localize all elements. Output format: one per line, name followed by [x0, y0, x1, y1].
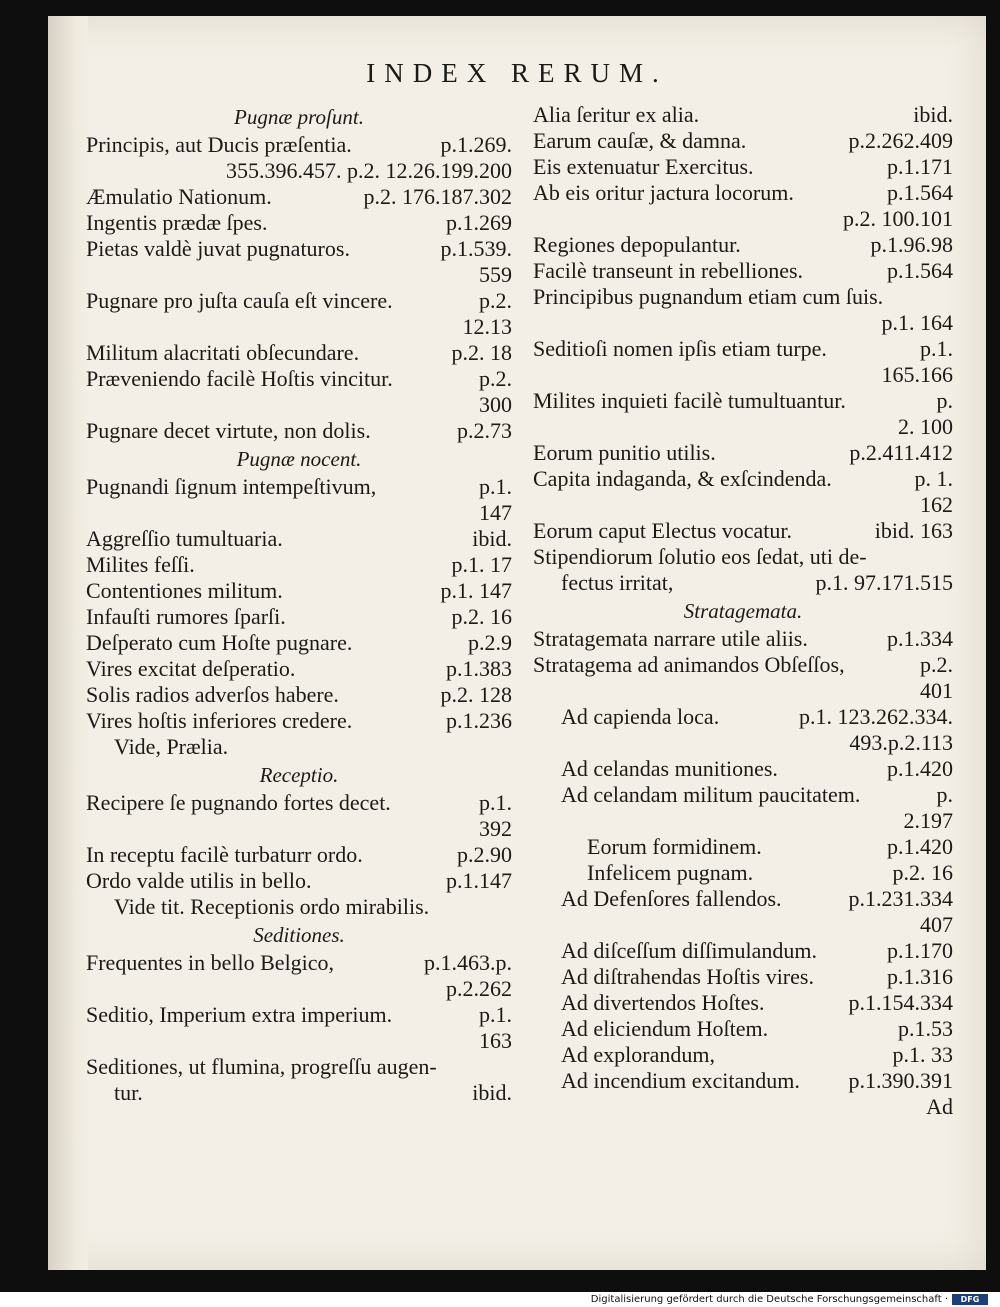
- entry-text: Seditioſi nomen ipſis etiam turpe.: [533, 336, 827, 361]
- entry-text: Ingentis prædæ ſpes.: [86, 210, 268, 235]
- page-reference: p.1.231.334: [848, 886, 953, 911]
- entry-text: fectus irritat,: [561, 570, 674, 595]
- entry-text: Ad diſceſſum diſſimulandum.: [561, 938, 818, 963]
- page-reference: p.2.: [479, 288, 512, 313]
- page-ref-continuation: 392: [479, 816, 512, 841]
- page-reference: p.1.564: [887, 180, 953, 205]
- page-spine-shadow: [48, 16, 88, 1270]
- page-reference: p.1.334: [887, 626, 953, 651]
- page-reference: p.1. 97.171.515: [815, 570, 953, 595]
- entry-text: Æmulatio Nationum.: [86, 184, 272, 209]
- index-entry: [533, 544, 953, 570]
- index-column-left: [86, 102, 512, 1106]
- entry-text: Ordo valde utilis in bello.: [86, 868, 312, 893]
- page-reference: ibid.: [472, 1080, 512, 1105]
- page-reference: p.1.316: [887, 964, 953, 989]
- index-entry: [86, 1080, 512, 1106]
- entry-text: Milites inquieti facilè tumultuantur.: [533, 388, 846, 413]
- index-entry: [533, 834, 953, 860]
- page-reference: p.: [936, 782, 953, 807]
- entry-text: Eorum punitio utilis.: [533, 440, 716, 465]
- page-reference: p.1.96.98: [870, 232, 953, 257]
- entry-text: Stratagema ad animandos Obſeſſos,: [533, 652, 845, 677]
- entry-text: Pugnare decet virtute, non dolis.: [86, 418, 371, 443]
- index-entry: [86, 526, 512, 552]
- entry-text: Eis extenuatur Exercitus.: [533, 154, 754, 179]
- page-reference: p.2.262.409: [848, 128, 953, 153]
- index-entry: [533, 938, 953, 964]
- page-header: INDEX RERUM.: [366, 58, 668, 88]
- index-entry: [86, 210, 512, 236]
- entry-text: Stratagemata narrare utile aliis.: [533, 626, 808, 651]
- page-ref-continuation: 559: [479, 262, 512, 287]
- page-ref-continuation: 401: [920, 678, 953, 703]
- entry-text: Vires hoſtis inferiores credere.: [86, 708, 353, 733]
- index-entry: [86, 340, 512, 366]
- page-reference: p.1.53: [898, 1016, 953, 1041]
- entry-text: Ad Defenſores fallendos.: [561, 886, 782, 911]
- index-entry: [533, 1042, 953, 1068]
- page-reference: p.: [936, 388, 953, 413]
- entry-text: Ad explorandum,: [561, 1042, 715, 1067]
- page-reference: p.1. 33: [892, 1042, 953, 1067]
- entry-text: Vires excitat deſperatio.: [86, 656, 296, 681]
- page-reference: p.2. 128: [440, 682, 512, 707]
- page-reference: p.1.463.p.: [424, 950, 512, 975]
- entry-text: Præveniendo facilè Hoſtis vincitur.: [86, 366, 393, 391]
- index-entry: [86, 552, 512, 578]
- entry-text: Ad eliciendum Hoſtem.: [561, 1016, 769, 1041]
- entry-text: Seditiones, ut flumina, progreſſu augen-: [86, 1054, 437, 1079]
- index-entry: [86, 842, 512, 868]
- entry-text: Eorum caput Electus vocatur.: [533, 518, 793, 543]
- entry-text: Ad celandas munitiones.: [561, 756, 778, 781]
- entry-text: Infauſti rumores ſparſi.: [86, 604, 286, 629]
- page-reference: ibid.: [913, 102, 953, 127]
- entry-text: Militum alacritati obſecundare.: [86, 340, 360, 365]
- index-entry: [86, 236, 512, 262]
- index-entry: [86, 1054, 512, 1080]
- page-reference: p.1.: [920, 336, 953, 361]
- section-heading: Receptio.: [259, 763, 339, 787]
- entry-text: Ad divertendos Hoſtes.: [561, 990, 765, 1015]
- index-entry: [533, 782, 953, 808]
- entry-text: Pugnare pro juſta cauſa eſt vincere.: [86, 288, 393, 313]
- entry-text: In receptu facilè turbaturr ordo.: [86, 842, 363, 867]
- index-entry: [533, 626, 953, 652]
- index-entry: [86, 604, 512, 630]
- index-entry: [86, 682, 512, 708]
- page-reference: p.1. 123.262.334.: [799, 704, 953, 729]
- page-reference: p.2.: [920, 652, 953, 677]
- catchword: Ad: [926, 1094, 953, 1119]
- page-ref-continuation: 300: [479, 392, 512, 417]
- entry-text: Capita indaganda, & exſcindenda.: [533, 466, 832, 491]
- page-ref-continuation: 165.166: [881, 362, 953, 387]
- index-entry: [533, 284, 953, 310]
- index-entry: [533, 1016, 953, 1042]
- page-reference: p.2.90: [457, 842, 512, 867]
- entry-text: Solis radios adverſos habere.: [86, 682, 339, 707]
- page-reference: p.1. 147: [440, 578, 512, 603]
- index-entry: [86, 288, 512, 314]
- page-ref-continuation: 12.13: [462, 314, 512, 339]
- page-reference: p.2. 16: [451, 604, 512, 629]
- page-reference: p.1.383: [446, 656, 512, 681]
- page-reference: p. 1.: [914, 466, 953, 491]
- page-ref-continuation: 407: [920, 912, 953, 937]
- entry-text: Frequentes in bello Belgico,: [86, 950, 335, 975]
- entry-text: Milites feſſi.: [86, 552, 195, 577]
- page-ref-continuation: 2.197: [903, 808, 953, 833]
- page-reference: p.2.: [479, 366, 512, 391]
- index-entry: [86, 630, 512, 656]
- page-reference: p.1.170: [887, 938, 953, 963]
- page-reference: p.2.73: [457, 418, 512, 443]
- page-reference: p.1.154.334: [848, 990, 953, 1015]
- index-entry: [533, 232, 953, 258]
- page-reference: p.1.: [479, 1002, 512, 1027]
- index-entry: [533, 652, 953, 678]
- index-entry: [533, 180, 953, 206]
- footer-credit: Digitalisierung gefördert durch die Deutsche Forschungsgemeinschaft ·: [590, 1294, 948, 1305]
- entry-text: Ab eis oritur jactura locorum.: [533, 180, 794, 205]
- cross-reference: Vide tit. Receptionis ordo mirabilis.: [114, 894, 430, 919]
- entry-text: Pietas valdè juvat pugnaturos.: [86, 236, 350, 261]
- entry-text: Recipere ſe pugnando fortes decet.: [86, 790, 391, 815]
- page-reference: p.1.: [479, 790, 512, 815]
- book-page: [48, 16, 986, 1270]
- page-ref-continuation: 2. 100: [898, 414, 953, 439]
- index-entry: [533, 886, 953, 912]
- page-reference: p.1.390.391: [848, 1068, 953, 1093]
- index-entry: [533, 336, 953, 362]
- index-entry: [86, 184, 512, 210]
- entry-text: Deſperato cum Hoſte pugnare.: [86, 630, 353, 655]
- page-reference: p.1.420: [887, 834, 953, 859]
- entry-text: tur.: [114, 1080, 143, 1105]
- page-reference: p.1.539.: [440, 236, 512, 261]
- page-reference: p.1.269: [446, 210, 512, 235]
- index-entry: [86, 868, 512, 894]
- index-entry: [533, 518, 953, 544]
- entry-text: Regiones depopulantur.: [533, 232, 741, 257]
- index-entry: [86, 656, 512, 682]
- page-reference: p.1.: [479, 474, 512, 499]
- entry-text: Ad celandam militum paucitatem.: [561, 782, 861, 807]
- index-entry: [86, 132, 512, 158]
- index-entry: [86, 708, 512, 734]
- index-entry: [86, 474, 512, 500]
- page-reference: p.1.269.: [440, 132, 512, 157]
- index-entry: [533, 154, 953, 180]
- page-ref-continuation: 163: [479, 1028, 512, 1053]
- entry-text: Seditio, Imperium extra imperium.: [86, 1002, 393, 1027]
- section-heading: Pugnæ proſunt.: [234, 105, 364, 129]
- index-entry: [533, 102, 953, 128]
- entry-text: Infelicem pugnam.: [587, 860, 754, 885]
- page-reference: ibid.: [472, 526, 512, 551]
- page-reference: p.2. 176.187.302: [363, 184, 512, 209]
- section-heading: Seditiones.: [253, 923, 345, 947]
- index-entry: [86, 366, 512, 392]
- index-entry: [533, 756, 953, 782]
- page-reference: ibid. 163: [874, 518, 953, 543]
- page-ref-continuation: p.2. 100.101: [843, 206, 953, 231]
- page-reference: p.1.236: [446, 708, 512, 733]
- entry-text: Aggreſſio tumultuaria.: [86, 526, 283, 551]
- index-entry: [86, 418, 512, 444]
- index-entry: [86, 578, 512, 604]
- entry-text: Ad diſtrahendas Hoſtis vires.: [561, 964, 814, 989]
- cross-reference: Vide, Prælia.: [114, 734, 229, 759]
- entry-text: Ad incendium excitandum.: [561, 1068, 800, 1093]
- page-reference: p.1.420: [887, 756, 953, 781]
- section-heading: Stratagemata.: [683, 599, 803, 623]
- entry-text: Stipendiorum ſolutio eos ſedat, uti de-: [533, 544, 867, 569]
- index-entry: [533, 440, 953, 466]
- index-entry: [533, 860, 953, 886]
- entry-text: Earum cauſæ, & damna.: [533, 128, 747, 153]
- entry-text: Eorum formidinem.: [587, 834, 762, 859]
- entry-text: Principis, aut Ducis præſentia.: [86, 132, 352, 157]
- page-reference: p.2. 16: [892, 860, 953, 885]
- page-reference: p.1.147: [446, 868, 512, 893]
- index-entry: [533, 964, 953, 990]
- page-reference: p.1.171: [887, 154, 953, 179]
- footer-bar: [0, 1292, 1000, 1307]
- page-ref-continuation: 162: [920, 492, 953, 517]
- index-entry: [533, 1068, 953, 1094]
- index-entry: [86, 950, 512, 976]
- entry-text: Pugnandi ſignum intempeſtivum,: [86, 474, 377, 499]
- page-ref-continuation: p.1. 164: [881, 310, 953, 335]
- dfg-logo: DFG: [952, 1294, 988, 1305]
- page-reference: p.1.564: [887, 258, 953, 283]
- index-entry: [533, 704, 953, 730]
- entry-text: Contentiones militum.: [86, 578, 283, 603]
- index-entry: [533, 258, 953, 284]
- entry-text: Ad capienda loca.: [561, 704, 720, 729]
- page-reference: p.1. 17: [451, 552, 512, 577]
- index-entry: [533, 388, 953, 414]
- section-heading: Pugnæ nocent.: [236, 447, 362, 471]
- index-entry: [533, 990, 953, 1016]
- page-ref-continuation: 147: [479, 500, 512, 525]
- index-entry: [533, 128, 953, 154]
- entry-text: Alia ſeritur ex alia.: [533, 102, 700, 127]
- index-entry: [86, 1002, 512, 1028]
- index-entry: [533, 570, 953, 596]
- entry-text: Facilè transeunt in rebelliones.: [533, 258, 804, 283]
- page-ref-continuation: 355.396.457. p.2. 12.26.199.200: [226, 158, 512, 183]
- index-entry: [533, 466, 953, 492]
- page-reference: p.2. 18: [451, 340, 512, 365]
- entry-text: Principibus pugnandum etiam cum ſuis.: [533, 284, 884, 309]
- index-entry: [86, 790, 512, 816]
- page-ref-continuation: p.2.262: [446, 976, 512, 1001]
- page-reference: p.2.9: [468, 630, 512, 655]
- page-ref-continuation: 493.p.2.113: [849, 730, 953, 755]
- page-reference: p.2.411.412: [849, 440, 953, 465]
- index-column-right: [533, 102, 953, 1120]
